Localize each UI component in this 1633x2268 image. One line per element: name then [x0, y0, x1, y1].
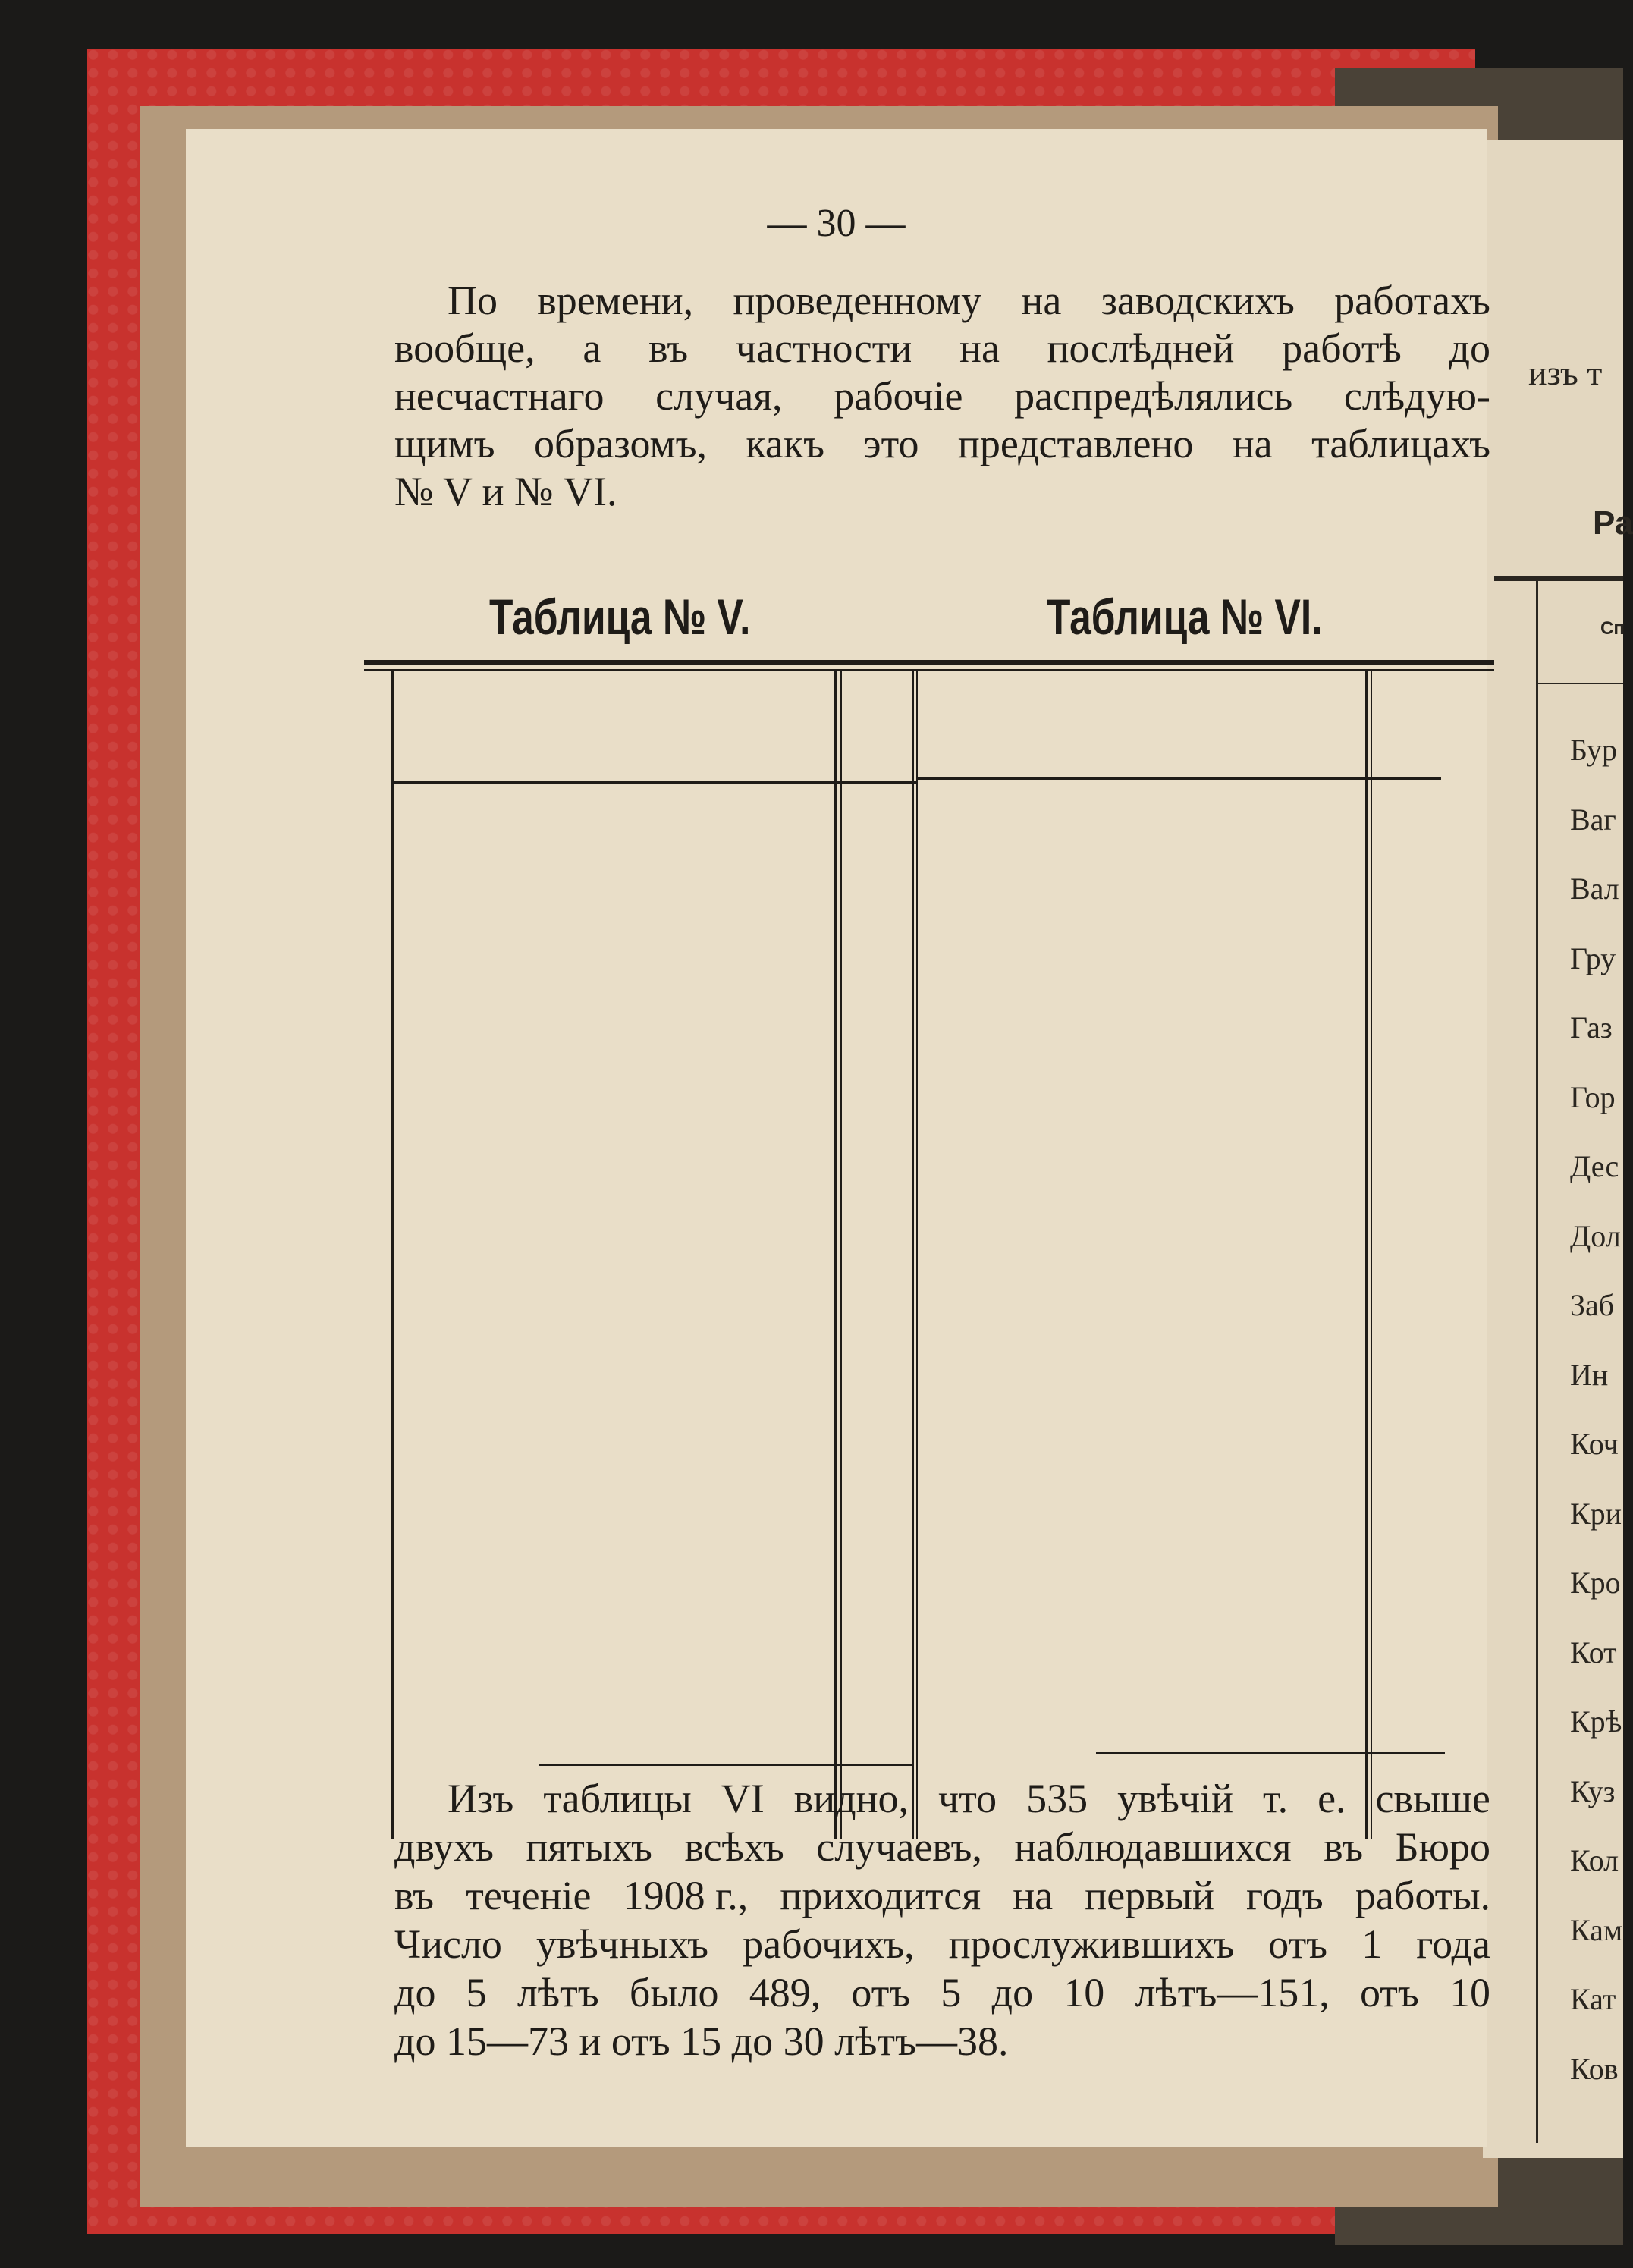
word: таблицахъ [1311, 421, 1490, 466]
facing-page-row: Дол [1570, 1218, 1621, 1253]
word: времени, [537, 278, 694, 323]
t5-sum-rule [539, 1764, 914, 1766]
facing-page-col-header: Сп [1600, 618, 1625, 639]
word: работахъ [1334, 278, 1490, 323]
word: По [448, 278, 498, 323]
facing-page-border [1536, 580, 1538, 2143]
word: въ [1324, 1824, 1364, 1870]
word: послѣдней [1047, 325, 1235, 371]
word: было [629, 1970, 719, 2015]
word: отъ [1268, 1921, 1328, 1967]
word: какъ [746, 421, 824, 466]
word: проведенному [733, 278, 982, 323]
word: до [1449, 325, 1490, 371]
facing-page-row: Крѣ [1570, 1704, 1622, 1739]
word: отъ [851, 1970, 911, 2015]
word: видно, [793, 1776, 909, 1821]
word: т. [1263, 1776, 1289, 1821]
outro-line [448, 1775, 1490, 1822]
word: образомъ, [534, 421, 708, 466]
word: годъ [1246, 1873, 1324, 1918]
t5-col-divider-b [840, 671, 842, 1839]
word: случаевъ, [816, 1824, 982, 1870]
facing-page-row: Бур [1570, 733, 1617, 767]
word: въ [394, 1873, 435, 1918]
word: представлено [957, 421, 1194, 466]
t5-left-border [391, 671, 394, 1839]
word: отъ [1359, 1970, 1419, 2015]
intro-line [394, 372, 1490, 419]
word: рабочіе [834, 373, 963, 419]
word: щимъ [394, 421, 495, 466]
word: до 15—73 и отъ 15 до 30 лѣтъ—38. [394, 2018, 1009, 2064]
facing-page-row: Коч [1570, 1427, 1619, 1461]
outro-line [394, 1872, 1490, 1919]
t6-sum-rule [1096, 1752, 1445, 1754]
facing-page-row: Кот [1570, 1635, 1617, 1670]
facing-page-row: Ин [1570, 1357, 1609, 1392]
word: 10 [1063, 1970, 1105, 2015]
table-top-thick-rule [364, 660, 1494, 665]
facing-page-row: Газ [1570, 1010, 1613, 1044]
word: на [1232, 421, 1273, 466]
word: пятыхъ [526, 1824, 652, 1870]
table-top-thin-rule [364, 669, 1494, 671]
word: случая, [655, 373, 783, 419]
intro-line [394, 325, 1490, 372]
table-v-title: Таблица № V. [489, 589, 751, 645]
word: теченіе [466, 1873, 592, 1918]
word: заводскихъ [1101, 278, 1295, 323]
word: первый [1085, 1873, 1214, 1918]
intro-line [394, 468, 617, 515]
word: на [959, 325, 1000, 371]
table-vi-title: Таблица № VI. [1047, 589, 1323, 645]
word: работѣ [1282, 325, 1402, 371]
word: 535 [1026, 1776, 1088, 1821]
facing-page [1483, 140, 1633, 2158]
word: всѣхъ [684, 1824, 784, 1870]
word: до [394, 1970, 436, 2015]
facing-page-row: Вал [1570, 872, 1619, 906]
word: свыше [1375, 1776, 1490, 1821]
t5-header-rule [391, 781, 918, 784]
word: Бюро [1395, 1824, 1490, 1870]
facing-page-row: Дес [1570, 1149, 1619, 1183]
t6-col-divider-b [1371, 671, 1372, 1839]
facing-page-text-line: изъ т [1528, 353, 1603, 392]
word: работы. [1355, 1873, 1490, 1918]
word: въ [648, 325, 689, 371]
facing-page-header-rule [1536, 683, 1623, 684]
facing-page-row: Ков [1570, 2051, 1619, 2086]
word: увѣчныхъ [536, 1921, 709, 1967]
word: на [1021, 278, 1062, 323]
facing-page-row: Гру [1570, 941, 1616, 975]
intro-line [394, 420, 1490, 467]
word: частности [735, 325, 912, 371]
word: на [1013, 1873, 1054, 1918]
outro-line [394, 1921, 1490, 1968]
facing-page-row: Куз [1570, 1773, 1616, 1808]
word: слѣдую- [1343, 373, 1490, 419]
facing-page-row: Кат [1570, 1982, 1616, 2016]
outro-line [394, 1824, 1490, 1871]
t6-col-divider-a [1365, 671, 1368, 1839]
facing-page-row: Гор [1570, 1079, 1616, 1114]
facing-page-row: Кри [1570, 1496, 1622, 1531]
facing-page-heading: Ра [1593, 504, 1633, 542]
word: прослужившихъ [948, 1921, 1235, 1967]
t6-header-rule [918, 777, 1441, 780]
word: наблюдавшихся [1014, 1824, 1292, 1870]
word: приходится [780, 1873, 981, 1918]
word: VI [721, 1776, 765, 1821]
word: 1908 г., [623, 1873, 749, 1918]
word: 5 [466, 1970, 487, 2015]
facing-page-row: Кол [1570, 1843, 1619, 1877]
word: 10 [1449, 1970, 1490, 2015]
outro-line [394, 1969, 1490, 2016]
word: е. [1317, 1776, 1346, 1821]
word: Число [394, 1921, 502, 1967]
word: года [1416, 1921, 1490, 1967]
word: двухъ [394, 1824, 494, 1870]
intro-line [448, 277, 1490, 324]
word: что [938, 1776, 997, 1821]
facing-page-row: Заб [1570, 1288, 1615, 1322]
word: 5 [941, 1970, 962, 2015]
t5-right-border-b [916, 671, 918, 1839]
word: увѣчій [1117, 1776, 1234, 1821]
word: лѣтъ—151, [1135, 1970, 1330, 2015]
word: лѣтъ [517, 1970, 599, 2015]
word: таблицы [543, 1776, 692, 1821]
t5-col-divider-a [834, 671, 837, 1839]
t5-right-border [912, 671, 914, 1839]
facing-page-row: Кро [1570, 1566, 1621, 1600]
word: а [583, 325, 601, 371]
word: это [863, 421, 919, 466]
word: до [991, 1970, 1034, 2015]
outro-line [394, 2018, 1008, 2065]
word: вообще, [394, 325, 535, 371]
page-number: — 30 — [767, 202, 906, 245]
word: распредѣлялись [1014, 373, 1293, 419]
facing-page-row: Ваг [1570, 802, 1616, 837]
word: Изъ [448, 1776, 514, 1821]
facing-page-row: Кам [1570, 1912, 1623, 1947]
facing-page-rule [1494, 576, 1623, 581]
book-page [186, 129, 1490, 2147]
word: несчастнаго [394, 373, 605, 419]
word: рабочихъ, [743, 1921, 915, 1967]
word: 489, [749, 1970, 821, 2015]
word: № V и № VI. [394, 469, 617, 514]
word: 1 [1361, 1921, 1383, 1967]
